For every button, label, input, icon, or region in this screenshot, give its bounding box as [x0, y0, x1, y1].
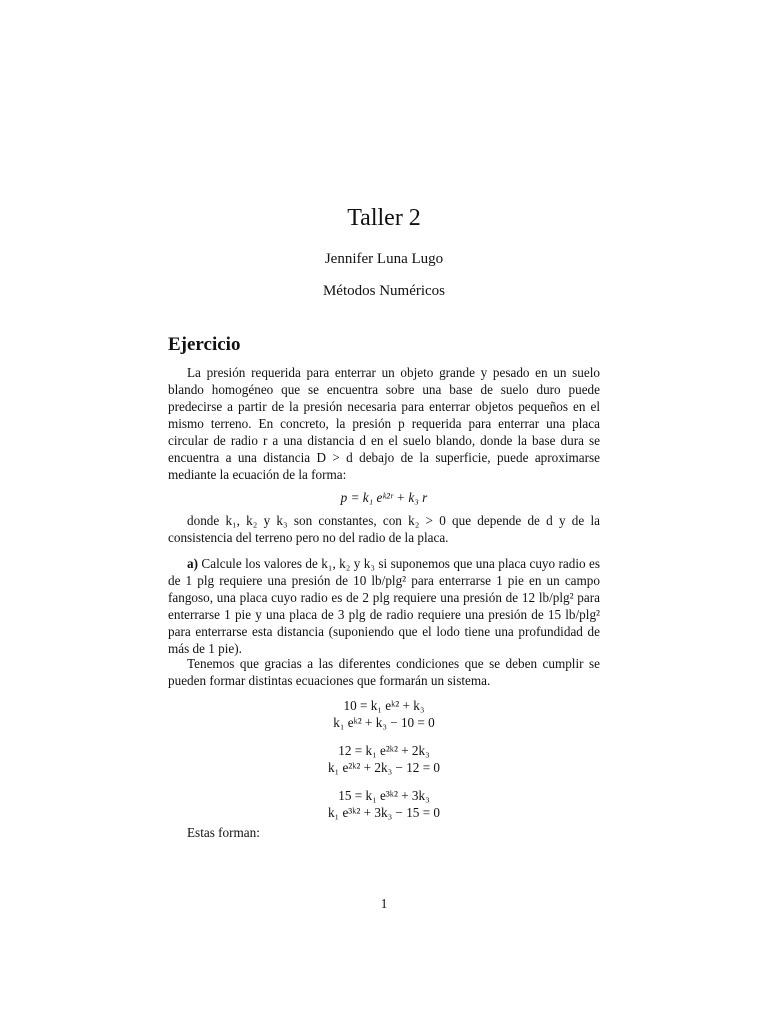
intro-paragraph-block: [168, 364, 600, 483]
document-author: Jennifer Luna Lugo: [324, 251, 444, 267]
system-intro-block: [168, 655, 600, 689]
equation-2: k₁ eᵏ² + k₃ − 10 = 0: [333, 715, 435, 730]
intro-paragraph: La presión requerida para enterrar un objeto grande y pesado en un suelo blando homogéneo que se encuentra sobre una base de suelo duro puede predecirse a partir de la presión necesaria para enterrar objetos pequeños en el mismo terreno. En concreto, la presión p requerida para enterrar una placa circular de radio r a una distancia d en el suelo blando, donde la base dura se encuentra a una distancia D > d debajo de la superficie, puede aproximarse mediante la ecuación de la forma:: [168, 365, 600, 482]
page-number: 1: [380, 896, 388, 911]
after-equation-block: [168, 512, 600, 546]
equation-1: 10 = k₁ eᵏ² + k₃: [343, 698, 425, 713]
closing-paragraph: Estas forman:: [187, 825, 260, 840]
equation-4: k₁ e²ᵏ² + 2k₃ − 12 = 0: [327, 760, 441, 775]
closing-block: [168, 824, 600, 841]
section-heading: Ejercicio: [168, 334, 241, 355]
document-course: Métodos Numéricos: [322, 283, 446, 299]
document-title: Taller 2: [347, 205, 421, 231]
item-a-paragraph: [168, 555, 600, 657]
item-a-text: Calcule los valores de k₁, k₂ y k₃ si suponemos que una placa cuyo radio es de 1 plg requiere una presión de 10 lb/plg² para enterrarse 1 pie en un campo fangoso, una placa cuyo radio es de 2 plg requiere una presión de 12 lb/plg² para enterrarse 1 pie y una placa de 3 plg de radio requiere una presión de 15 lb/plg² para enterrarse esta distancia (suponiendo que el lodo tiene una profundidad de más de 1 pie).: [168, 556, 601, 656]
equation-3: 12 = k₁ e²ᵏ² + 2k₃: [338, 743, 430, 758]
item-a-label: a): [187, 556, 198, 571]
after-equation-paragraph: donde k₁, k₂ y k₃ son constantes, con k₂ > 0 que depende de d y de la consistencia del terreno pero no del radio de la placa.: [168, 513, 600, 545]
equation-5: 15 = k₁ e³ᵏ² + 3k₃: [338, 788, 430, 803]
equation-6: k₁ e³ᵏ² + 3k₃ − 15 = 0: [327, 805, 441, 820]
item-a-block: [168, 555, 600, 657]
system-intro-paragraph: Tenemos que gracias a las diferentes condiciones que se deben cumplir se pueden formar distintas ecuaciones que formarán un sistema.: [168, 656, 600, 688]
main-equation: p = k₁ eᵏ²ʳ + k₃ r: [340, 490, 428, 505]
